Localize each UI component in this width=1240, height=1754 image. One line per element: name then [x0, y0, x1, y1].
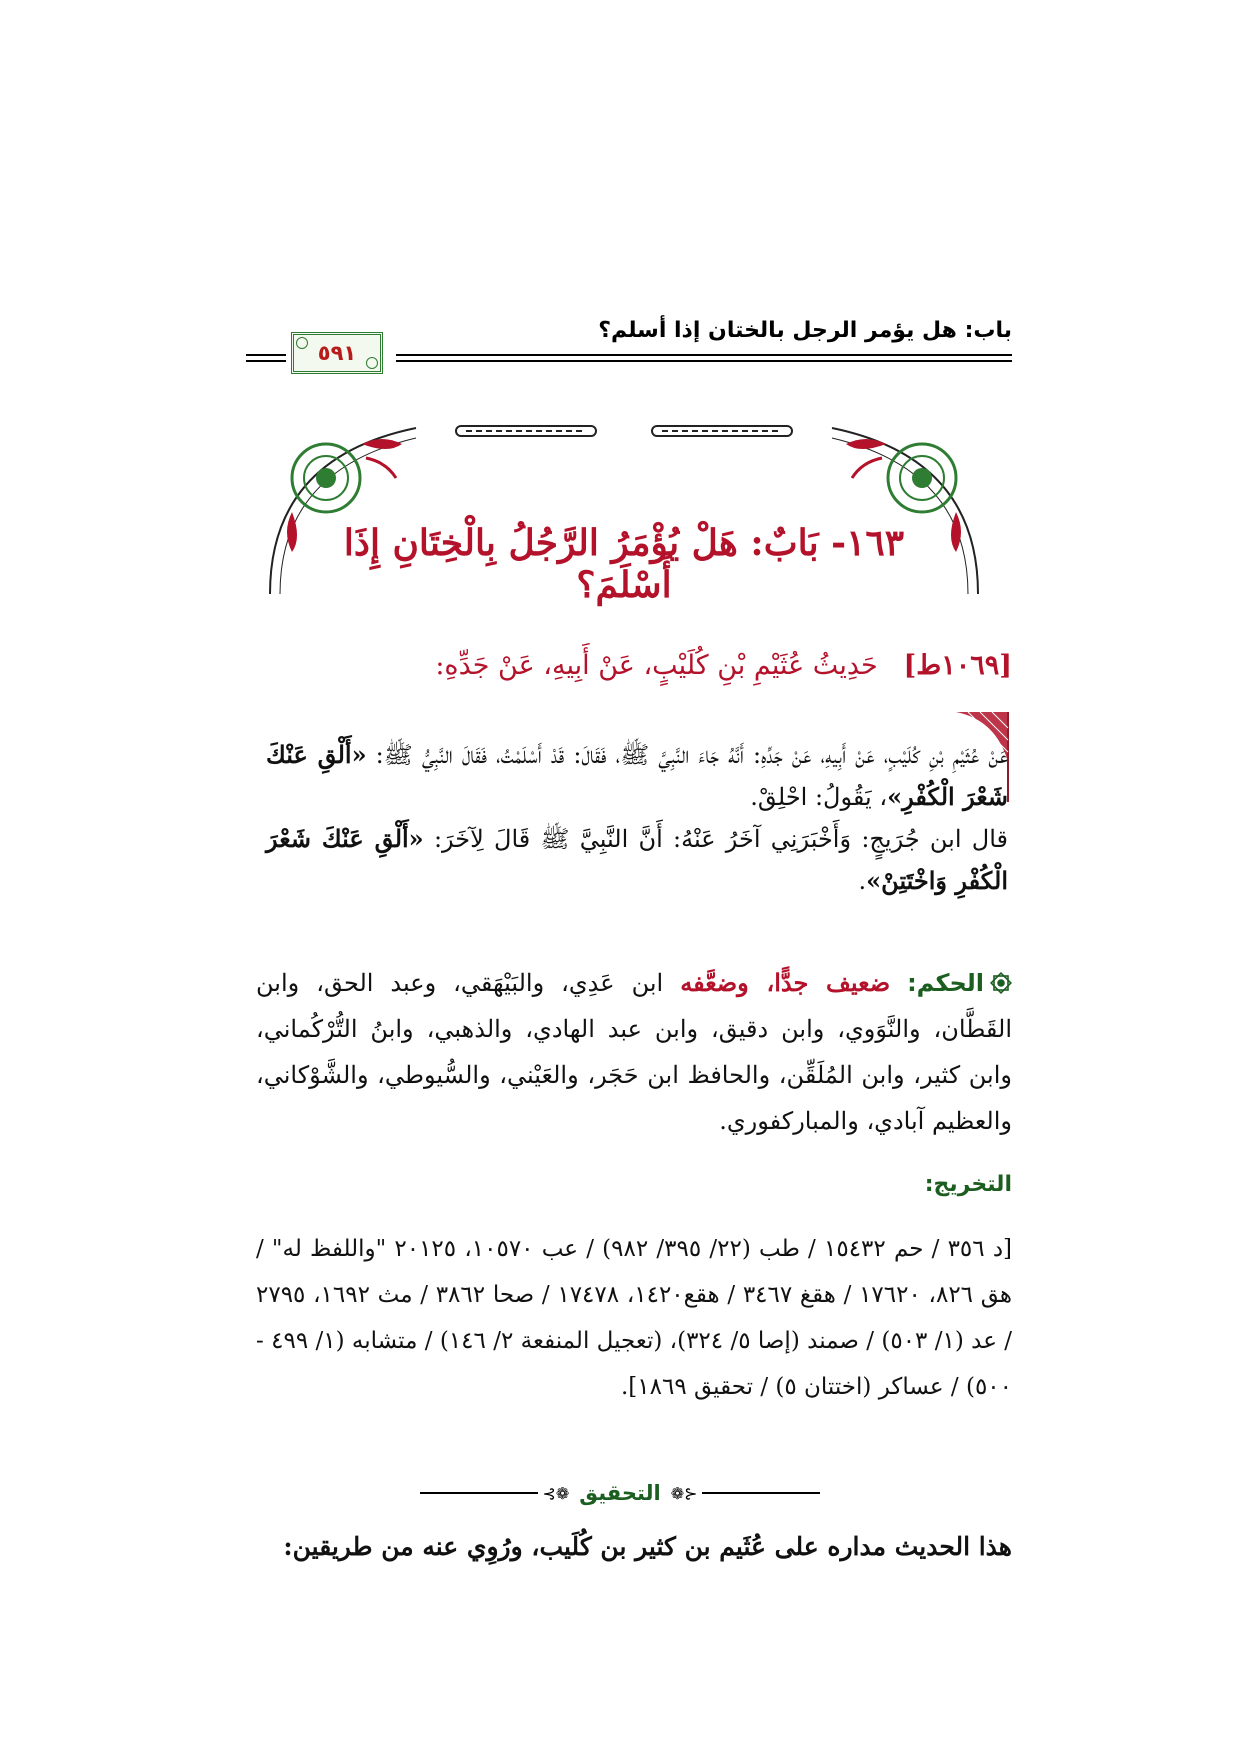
divider-ornament-icon: ⊰❁ [542, 1483, 570, 1503]
closing-line: هذا الحديث مداره على عُثَيم بن كثير بن كُلَيب، ورُوِي عنه من طريقين: [283, 1532, 1012, 1561]
narration-paragraph-1 [266, 734, 1008, 818]
ruling-verdict: ضعيف جدًّا، وضعَّفه [680, 968, 891, 997]
takhrij-label: التخريج: [924, 1172, 1012, 1197]
narration-box [256, 712, 1012, 946]
narration-p1-tail: ، يَقُولُ: احْلِقْ. [750, 783, 888, 811]
divider-line-right [702, 1492, 820, 1494]
header-rule-left-2 [246, 360, 286, 362]
chapter-title: ١٦٣- بَابٌ: هَلْ يُؤْمَرُ الرَّجُلُ بِالْخِتَانِ إِذَا أَسْلَمَ؟ [343, 522, 905, 606]
narration-p2-text: قال ابن جُرَيجٍ: وَأَخْبَرَنِي آخَرُ عَنْهُ: أَنَّ النَّبِيَّ ﷺ قَالَ لِآخَرَ: [423, 825, 1008, 853]
page-number: ٥٩١ [317, 341, 357, 365]
ruling-section [256, 960, 1012, 1144]
header-rule-left [246, 354, 286, 356]
page-number-badge [291, 332, 383, 374]
header-rule-right [396, 354, 1012, 356]
chapter-ornament-frame [266, 418, 982, 606]
tahqiq-label: التحقيق [579, 1481, 661, 1505]
narration-text [266, 734, 1008, 902]
octagram-star-icon [990, 972, 1012, 994]
tahqiq-divider [420, 1478, 820, 1508]
ruling-text: ابن عَدِي، والبَيْهَقي، وعبد الحق، وابن القَطَّان، والنَّوَوي، وابن دقيق، وابن عبد الهادي، والذهبي، وابنُ التُّرْكُماني، وابن كثير، وابن المُلَقِّن، والحافظ ابن حَجَر، والعَيْني، والسُّيوطي، والشَّوْكاني، والعظيم آبادي، والمباركفوري. [256, 969, 1012, 1135]
running-title: باب: هل يؤمر الرجل بالختان إذا أسلم؟ [598, 318, 1012, 343]
ruling-label: الحكم: [907, 969, 984, 997]
narration-p1-quote: «أَلْقِ عَنْكَ شَعْرَ الْكُفْرِ» [266, 740, 1008, 811]
narration-p2-tail: . [858, 867, 867, 895]
hadith-number: [١٠٦٩ط] [903, 650, 1012, 681]
header-rule-right-2 [396, 360, 1012, 362]
hadith-heading [260, 650, 1012, 681]
divider-ornament-icon-2: ❁⊱ [670, 1483, 698, 1503]
takhrij-text: [د ٣٥٦ / حم ١٥٤٣٢ / طب (٢٢/ ٣٩٥/ ٩٨٢) / عب ١٠٥٧٠، ٢٠١٢٥ "واللفظ له" / هق ٨٢٦، ١٧٦٢٠ / هقغ ٣٤٦٧ / هقع١٤٢٠، ١٧٤٧٨ / صحا ٣٨٦٢ / مث ١٦٩٢، ٢٧٩٥ / عد (١/ ٥٠٣) / صمند (إصا ٥/ ٣٢٤)، (تعجيل المنفعة ٢/ ١٤٦) / متشابه (١/ ٤٩٩ - ٥٠٠) / عساكر (اختتان ٥) / تحقيق ١٨٦٩]. [256, 1236, 1013, 1400]
narration-p2-quote: «أَلْقِ عَنْكَ شَعْرَ الْكُفْرِ وَاخْتَتِنْ» [266, 824, 1008, 895]
hadith-heading-text: حَدِيثُ عُثَيْمِ بْنِ كُلَيْبٍ، عَنْ أَبِيهِ، عَنْ جَدِّهِ: [435, 650, 878, 681]
divider-line-left [420, 1492, 538, 1494]
running-header [246, 318, 1012, 376]
narration-p1-text: عَنْ عُثَيْمِ بْنِ كُلَيْبٍ، عَنْ أَبِيهِ، عَنْ جَدِّهِ: أَنَّهُ جَاءَ النَّبِيَّ ﷺ، فَقَالَ: قَدْ أَسْلَمْتُ، فَقَالَ النَّبِيُّ ﷺ: [366, 741, 1009, 769]
narration-paragraph-2 [266, 818, 1008, 902]
